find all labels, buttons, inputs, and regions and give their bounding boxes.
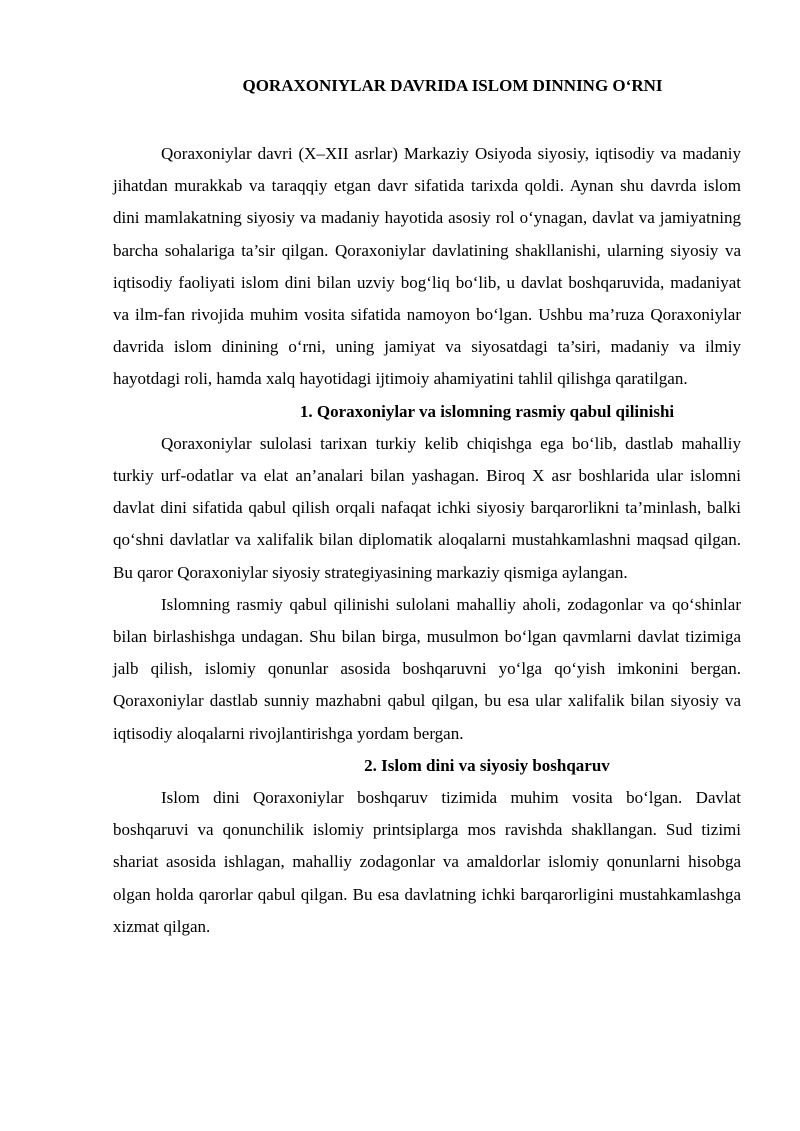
section-heading-1: 1. Qoraxoniylar va islomning rasmiy qabul qilinishi [299, 401, 675, 421]
intro-paragraph: Qoraxoniylar davri (X–XII asrlar) Markaziy Osiyoda siyosiy, iqtisodiy va madaniy jihatdan murakkab va taraqqiy etgan davr sifatida tarixda qoldi. Aynan shu davrda islom dini mamlakatning siyosiy va madaniy hayotida asosiy rol o‘ynagan, davlat va jamiyatning barcha sohalariga ta’sir qilgan. Qoraxoniylar davlatining shakllanishi, ularning siyosiy va iqtisodiy faoliyati islom dini bilan uzviy bog‘liq bo‘lib, u davlat boshqaruvida, madaniyat va ilm-fan rivojida muhim vosita sifatida namoyon bo‘lgan. Ushbu ma’ruza Qoraxoniylar davrida islom dinining o‘rni, uning jamiyat va siyosatdagi ta’siri, madaniy va ilmiy hayotdagi roli, hamda xalq hayotidagi ijtimoiy ahamiyatini tahlil qilishga qaratilgan. [113, 144, 741, 389]
section-heading-2: 2. Islom dini va siyosiy boshqaruv [364, 755, 610, 775]
document-title: QORAXONIYLAR DAVRIDA ISLOM DINNING O‘RNI [242, 76, 663, 95]
section-1-paragraph-2: Islomning rasmiy qabul qilinishi sulolani mahalliy aholi, zodagonlar va qo‘shinlar bilan birlashishga undagan. Shu bilan birga, musulmon bo‘lgan qavmlarni davlat tizimiga jalb qilish, islomiy qonunlar asosida boshqaruvni yo‘lga qo‘yish imkonini bergan. Qoraxoniylar dastlab sunniy mazhabni qabul qilgan, bu esa ular xalifalik bilan siyosiy va iqtisodiy aloqalarni rivojlantirishga yordam bergan. [113, 594, 741, 743]
section-2-paragraph-1: Islom dini Qoraxoniylar boshqaruv tizimida muhim vosita bo‘lgan. Davlat boshqaruvi va qonunchilik islomiy printsiplarga mos ravishda shakllangan. Sud tizimi shariat asosida ishlagan, mahalliy zodagonlar va amaldorlar islomiy qonunlarni hisobga olgan holda qarorlar qabul qilgan. Bu esa davlatning ichki barqarorligini mustahkamlashga xizmat qilgan. [113, 788, 741, 936]
document-body [113, 138, 741, 943]
section-1-paragraph-1: Qoraxoniylar sulolasi tarixan turkiy kelib chiqishga ega bo‘lib, dastlab mahalliy turkiy urf-odatlar va elat an’analari bilan yashagan. Biroq X asr boshlarida ular islomni davlat dini sifatida qabul qilish orqali nafaqat ichki siyosiy barqarorlikni ta’minlash, balki qo‘shni davlatlar va xalifalik bilan diplomatik aloqalarni mustahkamlashni maqsad qilgan. Bu qaror Qoraxoniylar siyosiy strategiyasining markaziy qismiga aylangan. [113, 433, 741, 582]
